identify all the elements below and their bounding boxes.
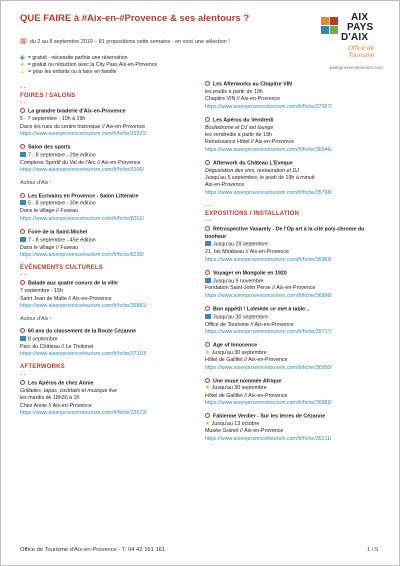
event-detail-text: Jusqu'au 30 septembre	[213, 314, 268, 321]
event-detail: les mardis de 18h30 à 1h	[20, 395, 80, 402]
intro-line	[20, 39, 230, 45]
star-icon: ★	[20, 62, 25, 69]
event-item	[20, 144, 198, 175]
event-title	[205, 378, 383, 386]
event-link[interactable]: https://www.aixenprovencetourism.com/fr/fiche/33573/	[20, 409, 147, 416]
euro-icon: ▣	[20, 55, 25, 61]
event-link[interactable]: https://www.aixenprovencetourism.com/fr/fiche/35211/	[205, 435, 332, 442]
event-link[interactable]: https://www.aixenprovencetourism.com/fr/fiche/37057/	[205, 103, 332, 110]
event-item	[205, 160, 383, 198]
legend-text: = gratuit - nécessite parfois une réservation	[27, 55, 128, 61]
office-tourisme-logo	[321, 9, 389, 73]
calendar-badge-icon	[20, 336, 26, 341]
event-link[interactable]: https://www.aixenprovencetourism.com/fr/fiche/29321/	[20, 131, 147, 138]
event-detail-text: Jusqu'au 30 septembre	[211, 349, 267, 356]
page-number: 1 / 5	[367, 547, 379, 553]
event-title	[205, 117, 383, 125]
event-item	[205, 342, 383, 372]
bullet-circle-icon	[205, 413, 210, 418]
footer-contact: Office de Tourisme d'Aix-en-Provence - T. 04 42 161 161	[20, 547, 166, 553]
event-detail	[205, 385, 383, 392]
event-detail: Jusqu'au 5 septembre, le jeudi de 19h à minuit	[205, 174, 315, 181]
bullet-circle-icon	[20, 193, 25, 198]
event-detail: les jeudis à partir de 19h	[205, 88, 263, 95]
legend-row	[20, 55, 157, 62]
event-title	[205, 306, 383, 314]
event-location: Office de Tourisme // Aix-en-Provence	[205, 321, 294, 328]
event-title	[20, 108, 198, 116]
section-dashes: - -	[20, 85, 26, 91]
event-title	[20, 280, 198, 288]
event-item	[20, 108, 198, 138]
bullet-circle-icon	[205, 378, 210, 383]
event-detail	[205, 241, 383, 249]
logo-line-3: D'AIX	[341, 32, 369, 43]
event-location: Dans le village // Fuveau	[20, 208, 79, 215]
event-item	[205, 413, 383, 443]
logo-subtitle	[348, 45, 375, 59]
event-link[interactable]: https://www.aixenprovencetourism.com/fr/fiche/37110/	[20, 351, 147, 358]
event-detail-text: 7 - 8 septembre - 45e édition	[28, 237, 96, 244]
event-detail: 5 - 7 septembre - 10h à 19h	[20, 116, 86, 123]
bullet-circle-icon	[20, 380, 25, 385]
legend-text: = gratuit ou réduction avec la City Pass Aix-en-Provence	[27, 62, 158, 69]
event-title	[205, 342, 383, 350]
event-link[interactable]: https://www.aixenprovencetourism.com/fr/fiche/35717/	[205, 328, 332, 335]
logo-line-2: PAYS	[347, 22, 374, 33]
bullet-circle-icon	[205, 226, 210, 231]
event-location: 21, bis Mirabeau // Aix-en-Provence	[205, 249, 289, 256]
event-title-text: 60 ans du classement de la Route Cézanne	[28, 328, 137, 335]
event-title-text: Salon des sports	[28, 144, 71, 151]
event-location: Parc du Château // Le Tholonet	[20, 344, 94, 351]
event-location: Aix-en-Provence	[205, 182, 245, 189]
event-title	[20, 380, 198, 388]
event-location: Dans le village // Fuveau	[20, 244, 79, 251]
event-description: Dégustation des vins, restauration et DJ	[205, 167, 299, 174]
around-aix-label: Autour d'Aix :	[20, 180, 52, 187]
event-item	[20, 328, 198, 359]
event-title-text: Foire de la Saint-Michel	[28, 229, 88, 236]
event-title-text: Les Apéros de chez Annie	[28, 380, 94, 387]
bullet-circle-icon	[20, 229, 25, 234]
calendar-badge-icon	[205, 278, 211, 283]
logo-url: aixenprovencetourism.com	[329, 65, 383, 70]
event-detail-text: Jusqu'au 30 septembre	[211, 385, 267, 392]
event-detail-text: 7 - 8 septembre - 29e édition	[28, 152, 96, 159]
event-title-text: Balade aux quatre coeurs de la ville	[28, 280, 118, 287]
bullet-circle-icon	[20, 108, 25, 113]
event-title-text: Les Apéros du Vendredi	[213, 117, 274, 124]
event-link[interactable]: https://www.aixenprovencetourism.com/fr/fiche/8301/	[20, 215, 144, 222]
event-location: Complexe Sportif du Val de l'Arc // Aix-en-Provence	[20, 159, 141, 166]
event-link[interactable]: https://www.aixenprovencetourism.com/fr/fiche/36946/	[205, 146, 332, 153]
event-detail	[205, 421, 383, 428]
event-title-text: Les Ecrivains en Provence - Salon Littéraire	[28, 193, 139, 200]
event-detail	[205, 350, 383, 357]
event-item	[205, 117, 383, 155]
event-title	[20, 328, 198, 336]
star-icon: ★	[205, 349, 210, 356]
section-dashes: - -	[205, 218, 211, 225]
event-detail-text: Jusqu'au 9 novembre	[213, 278, 264, 285]
calendar-badge-icon	[20, 237, 26, 242]
event-location: Saint Jean de Malte // Aix-en-Provence	[20, 295, 112, 302]
event-link[interactable]: https://www.aixenprovencetourism.com/fr/fiche/36889/	[205, 400, 332, 407]
section-heading-culture: ÉVÉNEMENTS CULTURELS	[20, 264, 103, 271]
section-dashes: - -	[20, 371, 26, 378]
event-link[interactable]: https://www.aixenprovencetourism.com/fr/fiche/5300/	[20, 167, 144, 174]
event-description: Grillades, tapas, cocktails et musique live	[20, 387, 117, 394]
event-title	[205, 270, 383, 278]
event-location: Musée Granet // Aix-en-Provence	[205, 428, 284, 435]
bullet-circle-icon	[205, 270, 210, 275]
section-dashes: - -	[205, 202, 211, 209]
event-detail-text: 5 - 8 septembre - 30e édition	[28, 200, 96, 207]
bullet-circle-icon	[205, 306, 210, 311]
event-title	[205, 81, 383, 89]
event-link[interactable]: https://www.aixenprovencetourism.com/fr/fiche/35798/	[205, 189, 332, 196]
bullet-circle-icon	[205, 117, 210, 122]
event-detail-text: 8 septembre	[28, 336, 58, 343]
event-title	[20, 144, 198, 152]
calendar-icon: 🗓	[20, 39, 27, 45]
event-item	[205, 81, 383, 111]
event-title-text: Age of Innocence	[213, 342, 258, 349]
left-column	[20, 85, 198, 423]
event-detail-text: Jusqu'au 13 octobre	[211, 421, 260, 428]
event-link[interactable]: https://www.aixenprovencetourism.com/fr/fiche/8230/	[20, 251, 144, 258]
logo-sub-line-1: Office de	[348, 45, 375, 52]
event-detail-text: Jusqu'au 29 septembre	[213, 241, 268, 248]
section-dashes: - -	[20, 272, 26, 279]
event-location: Dans les rues du centre historique // Aix-en-Provence	[20, 123, 146, 130]
bullet-circle-icon	[20, 280, 25, 285]
event-item	[205, 270, 383, 301]
event-item	[205, 226, 383, 264]
intro-text: du 2 au 8 septembre 2019 – 81 propositions cette semaine - en voici une sélection !	[29, 39, 230, 45]
star-icon: ★	[205, 385, 210, 392]
event-detail	[20, 200, 198, 208]
event-title-text: La grandre braderie d'Aix-en-Provence	[28, 108, 126, 115]
star-icon: ★	[205, 421, 210, 428]
event-title-text: Les Afterworks au Chapitre VIN	[213, 81, 292, 88]
event-item	[205, 306, 383, 337]
event-link[interactable]: https://www.aixenprovencetourism.com/fr/fiche/36969/	[205, 256, 332, 263]
event-location: Chapitre VIN // Aix-en-Provence	[205, 96, 281, 103]
event-detail	[205, 314, 383, 322]
section-heading-expositions: EXPOSITIONS / INSTALLATION	[205, 210, 299, 217]
event-title	[20, 229, 198, 237]
bullet-circle-icon	[205, 342, 210, 347]
legend-row	[20, 69, 157, 76]
section-heading-salons: FOIRES / SALONS	[20, 93, 76, 99]
legend	[20, 55, 157, 77]
bullet-circle-icon	[20, 328, 25, 333]
event-title-text: Afterwork du Château L'Eveque	[213, 160, 293, 167]
event-location: Hôtel de Gallifet // Aix-en-Provence	[205, 357, 288, 364]
family-icon: ☺	[20, 69, 26, 76]
event-item	[20, 193, 198, 224]
legend-row	[20, 62, 157, 69]
event-location: Renaissance Hôtel // Aix-en-Provence	[205, 139, 295, 146]
event-link[interactable]: https://www.aixenprovencetourism.com/fr/fiche/36950/	[205, 364, 332, 371]
event-title	[205, 160, 383, 168]
section-dashes: - -	[20, 100, 26, 107]
event-title	[20, 193, 198, 201]
page-title: QUE FAIRE à #Aix-en-#Provence & ses alentours ?	[20, 13, 250, 24]
logo-line-1: AIX	[351, 12, 369, 23]
calendar-badge-icon	[20, 152, 26, 157]
event-link[interactable]: https://www.aixenprovencetourism.com/fr/fiche/36896/	[205, 292, 332, 299]
event-title-text: Voyager en Mongolie en 1920	[213, 270, 287, 277]
event-link[interactable]: https://www.aixenprovencetourism.com/fr/fiche/36881/	[20, 302, 147, 309]
event-item	[20, 280, 198, 310]
logo-text	[341, 13, 373, 43]
event-detail	[20, 336, 198, 344]
bullet-circle-icon	[20, 144, 25, 149]
event-title-text: Bon appétit ! Lolmède ce met à table...	[213, 306, 310, 313]
event-title-text: Fabienne Verdier - Sur les terres de Cézanne	[213, 413, 326, 420]
logo-sub-line-2: Tourisme	[348, 52, 375, 59]
event-title-text: Une muse nommée Afrique	[213, 378, 282, 384]
event-detail	[20, 237, 198, 245]
around-aix-label: Autour d'Aix :	[20, 315, 52, 322]
event-location: Chez Annie // Aix-en-Provence	[20, 402, 92, 409]
event-item	[205, 378, 383, 408]
event-location: Hôtel de Gallifet // Aix-en-Provence	[205, 392, 288, 399]
right-column	[205, 81, 383, 449]
event-title	[205, 413, 383, 421]
event-location: Fondation Saint-John Perse // Aix-en-Provence	[205, 285, 316, 292]
event-description: Bouledrome et DJ set lounge	[205, 124, 274, 131]
event-detail: les vendredis à partir de 19h	[205, 131, 272, 138]
legend-text: = pour les enfants ou à faire en famille	[28, 69, 117, 76]
event-detail	[205, 278, 383, 286]
section-heading-afterworks: AFTERWORKS	[20, 364, 65, 371]
event-item	[20, 229, 198, 260]
event-title-text: Rétrospective Vasarely - De l'Op art à la cité poly-chrome du bonheur	[205, 226, 365, 240]
bullet-circle-icon	[205, 160, 210, 165]
calendar-badge-icon	[205, 314, 211, 319]
event-detail: 7 septembre - 15h	[20, 288, 63, 295]
event-item	[20, 380, 198, 418]
bullet-circle-icon	[205, 81, 210, 86]
calendar-badge-icon	[205, 241, 211, 246]
event-detail	[20, 152, 198, 160]
event-title	[205, 226, 383, 241]
calendar-badge-icon	[20, 200, 26, 205]
